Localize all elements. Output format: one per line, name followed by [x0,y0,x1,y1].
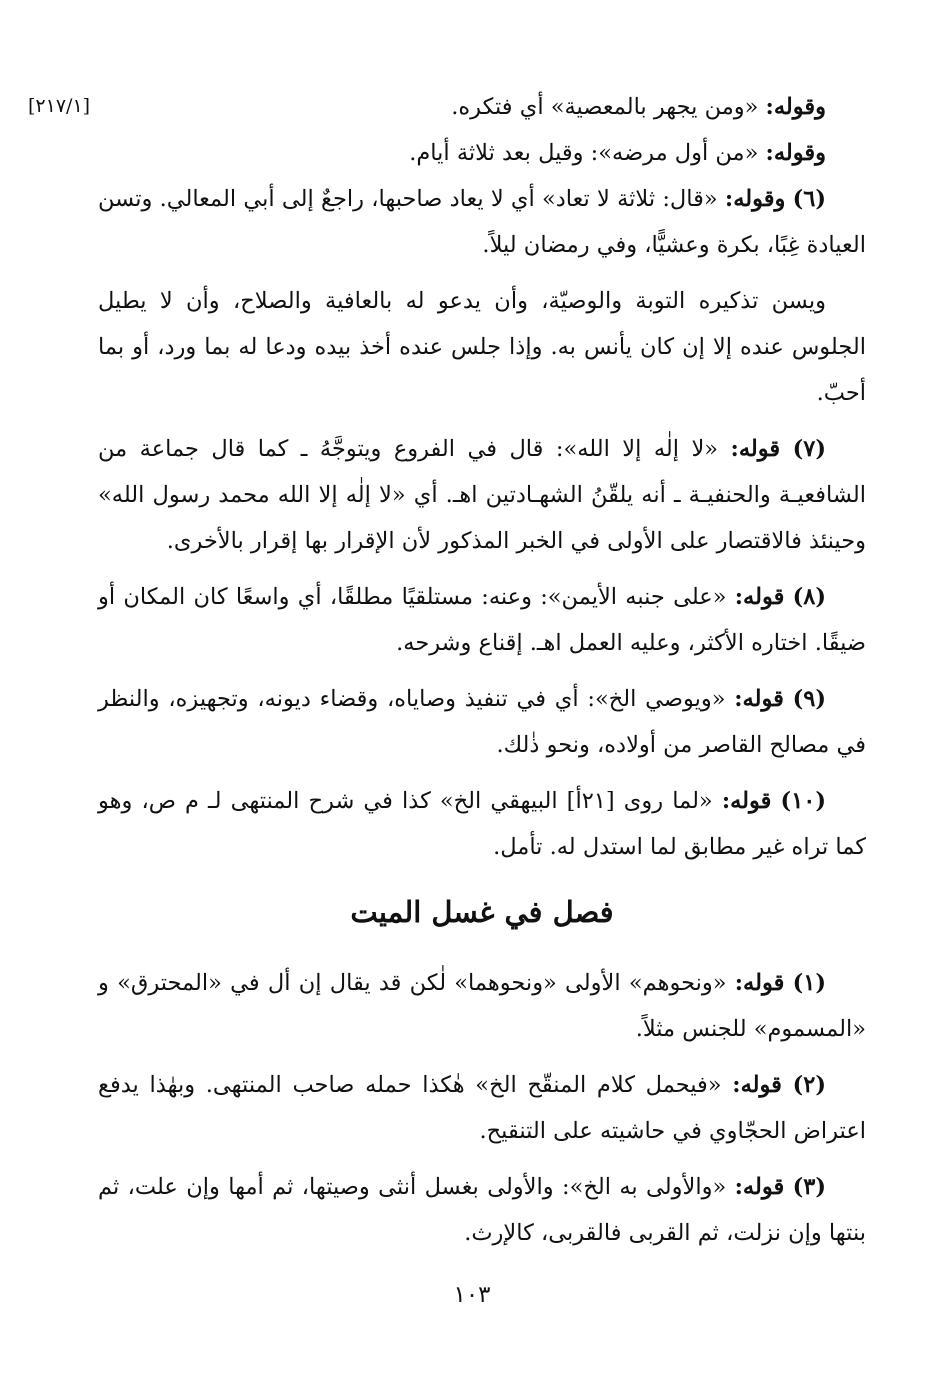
note-10 [98,778,866,870]
note-6 [98,176,866,268]
note-text: «والأولى به الخ»: والأولى بغسل أنثى وصيتها، ثم أمها وإن علت، ثم بنتها وإن نزلت، ثم القربى فالقربى، كالإرث. [98,1174,866,1246]
note-number: (٦) [792,186,827,212]
lead-word: وقوله: [724,186,786,212]
note-9 [98,676,866,768]
note-number: (٣) [792,1174,826,1200]
lead-word: قوله: [734,1174,785,1200]
note-text: «ونحوهم» الأولى «ونحوهما» لٰكن قد يقال إن أل في «المحترق» و «المسموم» للجنس مثلاً. [98,970,866,1042]
section-note-2 [98,1062,866,1154]
top-line-1 [98,84,866,130]
lead-word: قوله: [734,970,785,996]
note-number: (٩) [792,686,827,712]
note-text: «على جنبه الأيمن»: وعنه: مستلقيًا مطلقًا، أي واسعًا كان المكان أو ضيقًا. اختاره الأكثر، وعليه العمل اهـ. إقناع وشرحه. [98,584,866,656]
top-line-2 [98,130,866,176]
note-number: (١) [792,970,826,996]
note-8 [98,574,866,666]
lead-word: قوله: [734,686,784,712]
line-text: «ومن يجهر بالمعصية» أي فتكره. [451,94,766,120]
line-text: «من أول مرضه»: وقيل بعد ثلاثة أيام. [409,140,766,166]
note-number: (٨) [792,584,826,610]
section-note-1 [98,960,866,1052]
note-text: «لما روى [٢١أ] البيهقي الخ» كذا في شرح المنتهى لـ م ص، وهو كما تراه غير مطابق لما استدل له. تأمل. [98,788,866,860]
note-6-continuation [98,278,866,416]
note-number: (٢) [792,1072,827,1098]
note-text: ويسن تذكيره التوبة والوصيّة، وأن يدعو له بالعافية والصلاح، وأن لا يطيل الجلوس عنده إلا إن كان يأنس به. وإذا جلس عنده أخذ بيده ودعا له بما ورد، أو بما أحبّ. [98,288,866,406]
note-number: (١٠) [780,788,827,814]
page-number: ١٠٣ [453,1282,491,1308]
lead-word: وقوله: [765,94,826,120]
lead-word: قوله: [734,584,785,610]
lead-word: قوله: [732,1072,782,1098]
margin-reference: [٢١٧/١] [28,95,91,117]
note-text: «ويوصي الخ»: أي في تنفيذ وصاياه، وقضاء ديونه، وتجهيزه، والنظر في مصالح القاصر من أولاده، ونحو ذٰلك. [98,686,866,758]
note-7 [98,426,866,564]
text-column [98,84,866,1266]
note-text: «لا إلٰه إلا الله»: قال في الفروع ويتوجَّهُ ـ كما قال جماعة من الشافعيـة والحنفيـة ـ أنه يلقّنُ الشهـادتين اهـ. أي «لا إلٰه إلا الله محمد رسول الله» وحينئذ فالاقتصار على الأولى في الخبر المذكور لأن الإقرار بها إقرار بالأخرى. [98,436,866,554]
section-heading: فصل في غسل الميت [350,895,614,929]
note-text: «فيحمل كلام المنقّح الخ» هٰكذا حمله صاحب المنتهى. وبهٰذا يدفع اعتراض الحجّاوي في حاشيته على التنقيح. [98,1072,866,1144]
note-number: (٧) [792,436,826,462]
lead-word: وقوله: [765,140,826,166]
section-note-3 [98,1164,866,1256]
note-text: «قال: ثلاثة لا تعاد» أي لا يعاد صاحبها، راجعٌ إلى أبي المعالي. وتسن العيادة غِبًا، بكرة وعشيًّا، وفي رمضان ليلاً. [98,186,866,258]
lead-word: قوله: [721,788,772,814]
lead-word: قوله: [730,436,781,462]
